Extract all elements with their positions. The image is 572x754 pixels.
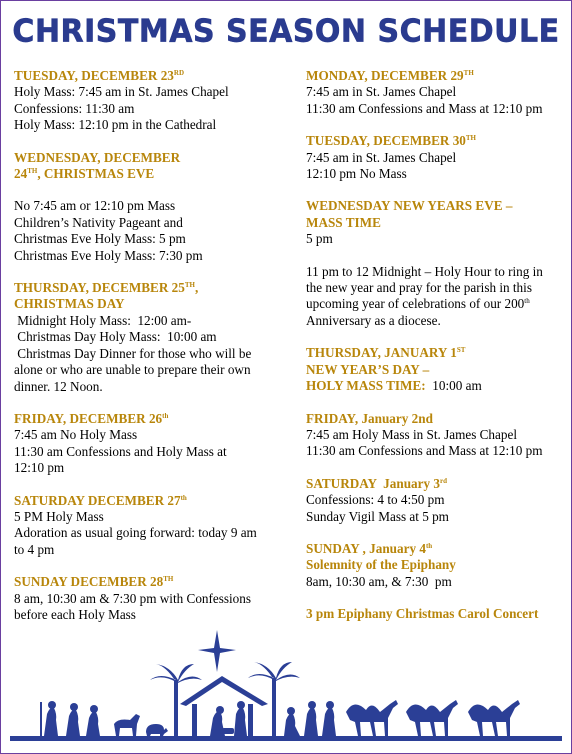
ground-line [10,736,562,741]
ordinal-suffix: th [425,541,433,550]
kneeling-figure [284,714,300,736]
wise-man-head [326,701,334,709]
palm-trunk-right [272,678,276,736]
ordinal-suffix: ST [456,346,466,355]
shepherd-head [48,701,56,709]
schedule-line: alone or who are unable to prepare their own [14,362,251,378]
schedule-line: Christmas Day Holy Mass: 10:00 am [14,329,217,345]
mass-time-label: HOLY MASS TIME: [306,378,426,394]
schedule-line: Christmas Eve Holy Mass: 7:30 pm [14,247,203,263]
shepherd-head [90,705,98,713]
day-heading-name: , CHRISTMAS EVE [37,166,155,182]
schedule-wed-dec-24 [14,150,276,264]
schedule-line: No 7:45 am or 12:10 pm Mass [14,198,176,214]
schedule-line: Christmas Day Dinner for those who will be [14,345,252,361]
mary-head [216,706,224,714]
left-column [14,68,276,639]
day-heading: MONDAY, DECEMBER 29 [306,68,464,83]
wise-man-figure [304,708,318,736]
shepherd-head [70,703,78,711]
palm-tree-right-icon [248,662,300,682]
day-heading: FRIDAY, DECEMBER 26 [14,410,163,426]
day-heading-name: Solemnity of the Epiphany [306,557,456,573]
schedule-line: 8am, 10:30 am, & 7:30 pm [306,573,452,589]
schedule-line: 11:30 am Confessions and Holy Mass at [14,443,227,459]
day-heading-date: 24 [14,166,28,182]
schedule-line: 5 pm [306,231,333,247]
camel-icon [468,700,520,736]
right-column [306,68,564,639]
day-heading: THURSDAY, DECEMBER 25 [14,280,185,296]
joseph-figure [234,708,247,736]
schedule-mon-dec-29 [306,68,564,117]
joseph-head [237,701,245,709]
schedule-line: Christmas Eve Holy Mass: 5 pm [14,231,186,247]
nativity-scene-illustration [10,628,562,746]
stable-post-right [248,704,253,736]
day-heading: SUNDAY DECEMBER 28 [14,574,164,590]
schedule-line: 7:45 am Holy Mass in St. James Chapel [306,426,517,442]
ordinal-suffix: RD [173,69,185,77]
day-heading: WEDNESDAY NEW YEARS EVE – [306,198,513,214]
palm-tree-left-icon [150,664,202,684]
ordinal-suffix: TH [27,167,38,176]
schedule-line: upcoming year of celebrations of our 200 [306,296,525,312]
schedule-line: Confessions: 4 to 4:50 pm [306,492,445,508]
schedule-line: Confessions: 11:30 am [14,100,135,116]
schedule-tue-dec-23 [14,68,276,134]
schedule-line: dinner. 12 Noon. [14,378,103,394]
ordinal-suffix: rd [439,476,447,485]
ordinal-suffix: th [524,297,530,306]
schedule-sun-dec-28 [14,574,276,623]
shepherd-figure [44,708,58,736]
schedule-line: before each Holy Mass [14,606,136,622]
schedule-line: 12:10 pm No Mass [306,166,407,182]
schedule-sun-jan-4 [306,541,564,590]
schedule-line: to 4 pm [14,541,55,557]
schedule-line: 11:30 am Confessions and Mass at 12:10 pm [306,100,543,116]
mass-time-value: 10:00 am [425,378,482,394]
schedule-fri-dec-26 [14,411,276,477]
concert-heading: 3 pm Epiphany Christmas Carol Concert [306,606,539,622]
day-heading: THURSDAY, JANUARY 1 [306,345,457,361]
schedule-line: 7:45 am No Holy Mass [14,427,138,443]
day-heading: FRIDAY, January 2nd [306,410,433,426]
day-heading: TUESDAY, DECEMBER 23 [14,68,174,83]
schedule-wed-dec-31 [306,198,564,329]
ordinal-suffix: TH [184,281,195,290]
ordinal-suffix: th [162,411,169,420]
schedule-line: 7:45 am in St. James Chapel [306,149,457,165]
donkey-icon [114,714,140,736]
camel-icon [346,700,398,736]
schedule-line: 7:45 am in St. James Chapel [306,84,457,100]
ordinal-suffix: th [180,493,187,502]
wise-man-figure [322,708,336,736]
wise-man-head [308,701,316,709]
schedule-thu-jan-1 [306,345,564,394]
sheep-icon [146,724,168,736]
shepherd-staff [40,702,42,736]
day-heading: WEDNESDAY, DECEMBER [14,149,181,165]
palm-trunk-left [174,680,178,736]
schedule-line: Holy Mass: 7:45 am in St. James Chapel [14,84,229,100]
schedule-sat-dec-27 [14,493,276,559]
page-title: CHRISTMAS SEASON SCHEDULE [12,13,560,50]
schedule-line: Sunday Vigil Mass at 5 pm [306,508,449,524]
ordinal-suffix: TH [465,134,477,143]
schedule-line: the new year and pray for the parish in this [306,280,532,296]
day-heading-name: NEW YEAR’S DAY – [306,361,430,377]
shepherd-figure [86,712,100,736]
day-heading-name: CHRISTMAS DAY [14,296,125,312]
day-heading: SATURDAY January 3 [306,475,440,491]
schedule-line: Adoration as usual going forward: today 9 am [14,525,257,541]
day-heading: SUNDAY , January 4 [306,540,426,556]
schedule-line: 8 am, 10:30 am & 7:30 pm with Confessions [14,590,252,606]
shepherd-figure [66,710,80,736]
schedule-line: Holy Mass: 12:10 pm in the Cathedral [14,117,217,133]
schedule-line: 11:30 am Confessions and Mass at 12:10 pm [306,443,543,459]
figure-head [287,707,295,715]
day-heading: SATURDAY DECEMBER 27 [14,492,181,508]
day-heading-name: MASS TIME [306,214,381,230]
schedule-concert [306,606,564,622]
stable-post-left [192,704,197,736]
schedule-line: Children’s Nativity Pageant and [14,214,183,230]
schedule-thu-dec-25: THURSDAY, DECEMBER 25TH, CHRISTMAS DAY Midnight Holy Mass: 12:00 am- Christmas Day Holy Mass: 10:00 am Christmas Day Dinner for those who will be alone or who are unable to prepare their own dinner. 12 Noon. [14,280,276,395]
manger-icon [222,728,234,734]
camel-icon [406,700,458,736]
schedule-tue-dec-30 [306,133,564,182]
ordinal-suffix: TH [163,575,174,584]
schedule-line: 11 pm to 12 Midnight – Holy Hour to ring in [306,263,543,279]
schedule-line: 5 PM Holy Mass [14,508,104,524]
schedule-line: 12:10 pm [14,460,65,476]
ordinal-suffix: TH [463,69,474,77]
schedule-sat-jan-3 [306,476,564,525]
schedule-line: Anniversary as a diocese. [306,312,441,328]
star-icon [198,630,236,672]
schedule-line: Midnight Holy Mass: 12:00 am- [14,312,192,328]
schedule-fri-jan-2 [306,411,564,460]
stable-roof [180,676,268,706]
day-heading: TUESDAY, DECEMBER 30 [306,133,466,149]
